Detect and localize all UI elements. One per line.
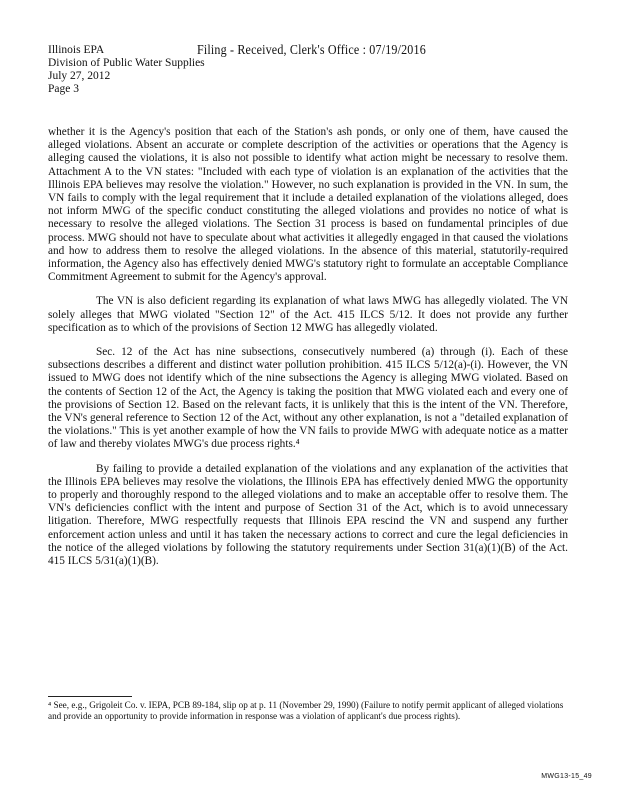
filing-stamp: Filing - Received, Clerk's Office : 07/19/2016 <box>197 43 426 58</box>
paragraph-laws-deficiency: The VN is also deficient regarding its explanation of what laws MWG has allegedly violated. The VN solely alleges that MWG violated "Section 12" of the Act. 415 ILCS 5/12. It does not provide any further specification as to which of the provisions of Section 12 MWG has allegedly violated. <box>48 295 568 334</box>
header-recipient: Illinois EPA <box>48 44 105 56</box>
bates-number: MWG13-15_49 <box>541 773 592 780</box>
footnote-divider <box>48 696 132 697</box>
header-division: Division of Public Water Supplies <box>48 57 205 69</box>
letter-body <box>48 126 568 579</box>
paragraph-request-rescind: By failing to provide a detailed explanation of the violations and any explanation of the activities that the Illinois EPA believes may resolve the violations, the Illinois EPA has effectively denied MWG the opportunity to properly and thoroughly respond to the alleged violations and to make an acceptable offer to resolve them. The VN's deficiencies conflict with the intent and purpose of Section 31 of the Act, which is to avoid unnecessary litigation. Therefore, MWG respectfully requests that Illinois EPA rescind the VN and suspend any further enforcement action unless and until it has taken the necessary actions to correct and cure the legal deficiencies in the notice of the alleged violations by following the statutory requirements under Section 31(a)(1)(B) of the Act. 415 ILCS 5/31(a)(1)(B). <box>48 462 568 568</box>
footnote: ⁴ See, e.g., Grigoleit Co. v. IEPA, PCB 89-184, slip op at p. 11 (November 29, 1990) (Failure to notify permit applicant of alleged violations and provide an opportunity to provide information in response was a violation of applicant's due process rights). <box>48 700 564 722</box>
paragraph-continuation: whether it is the Agency's position that each of the Station's ash ponds, or only one of them, have caused the alleged violations. Absent an accurate or complete description of the activities or operations that the Agency is alleging caused the violations, it is also not possible to identify what action might be necessary to resolve them. Attachment A to the VN states: "Included with each type of violation is an explanation of the activities that the Illinois EPA believes may resolve the violation." However, no such explanation is provided in the VN. In sum, the VN fails to comply with the legal requirement that it include a detailed explanation of the violations alleged, does not inform MWG of the specific conduct constituting the alleged violations and provides no notice of what is necessary to resolve the alleged violations. The Section 31 process is based on fundamental principles of due process. MWG should not have to speculate about what activities it allegedly engaged in that caused the violations and how to address them to resolve the alleged violations. In the absence of this material, statutorily-required information, the Agency also has effectively denied MWG's statutory right to formulate an acceptable Compliance Commitment Agreement to submit for the Agency's approval. <box>48 126 568 284</box>
header-date: July 27, 2012 <box>48 70 111 82</box>
letter-header <box>48 44 205 96</box>
paragraph-section-12: Sec. 12 of the Act has nine subsections, consecutively numbered (a) through (i). Each of these subsections describes a different and distinct water pollution prohibition. 415 ILCS 5/12(a)-(i). However, the VN issued to MWG does not identify which of the nine subsections the Agency is alleging MWG violated. Based on the contents of Section 12 of the Act, the Agency is taking the position that MWG violated each and every one of the provisions of Section 12. Based on the relevant facts, it is unlikely that this is the intent of the VN. Therefore, the VN's general reference to Section 12 of the Act, without any other explanation, is not a "detailed explanation of the violations." This is yet another example of how the VN fails to provide MWG with adequate notice as a matter of law and thereby violates MWG's due process rights.⁴ <box>48 346 568 451</box>
header-page-number: Page 3 <box>48 83 79 95</box>
